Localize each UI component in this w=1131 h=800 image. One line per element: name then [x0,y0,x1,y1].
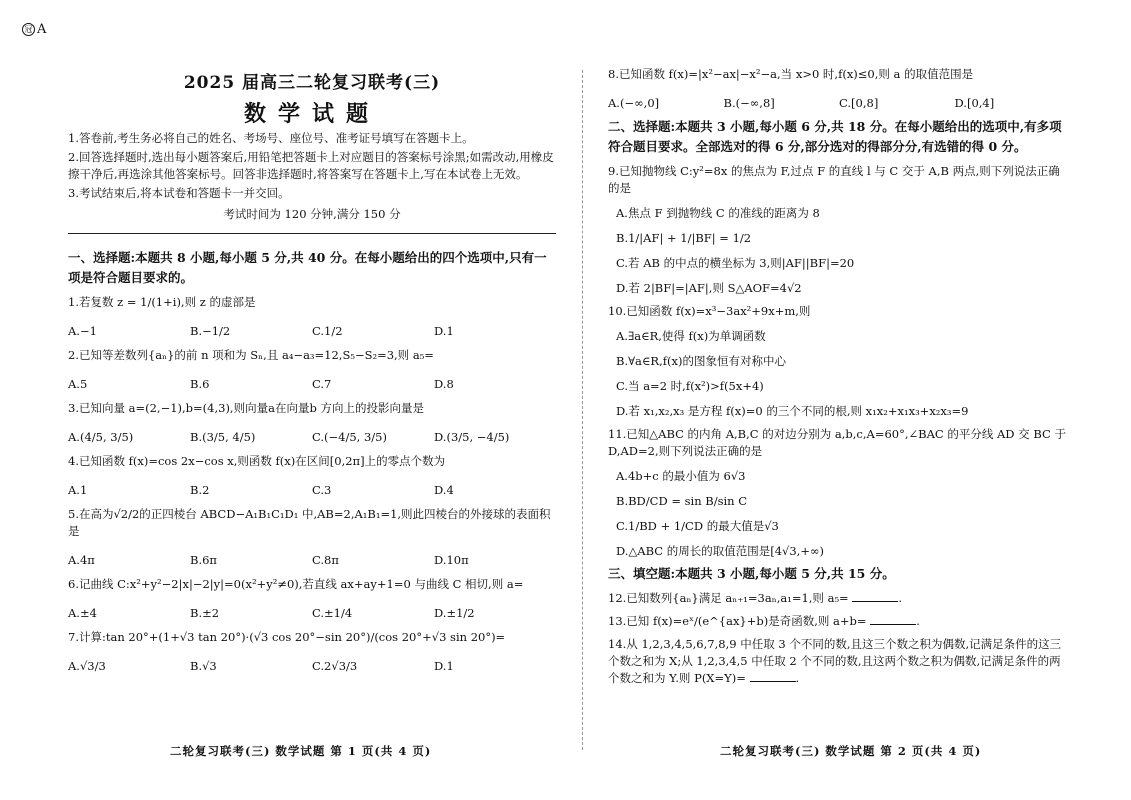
question-12: 12.已知数列{aₙ}满足 aₙ₊₁=3aₙ,a₁=1,则 a₅= . [608,591,903,605]
option: C.7 [312,377,332,391]
question-9-option-b: B.1/|AF| + 1/|BF| = 1/2 [616,231,752,245]
option: D.±1/2 [434,606,475,620]
question-13-stem: 13.已知 f(x)=eˣ/(e^{ax}+b)是奇函数,则 a+b= [608,614,867,628]
option: C.8π [312,553,339,567]
option: C.3 [312,483,332,497]
question-5: 5.在高为√2/2的正四棱台 ABCD−A₁B₁C₁D₁ 中,AB=2,A₁B₁=1,则此四棱台的外接球的表面积是 [68,507,551,538]
exam-time-line: 考试时间为 120 分钟,满分 150 分 [223,207,401,221]
option: B.±2 [190,606,220,620]
page-divider [582,70,583,750]
option: C.[0,8] [839,96,879,110]
option: A.5 [68,377,88,391]
question-7-options [68,656,556,676]
footer-page-2: 二轮复习联考(三) 数学试题 第 2 页(共 4 页) [720,744,982,758]
section-3-heading: 三、填空题:本题共 3 小题,每小题 5 分,共 15 分。 [608,566,895,581]
question-6-options [68,603,556,623]
section-1-heading: 一、选择题:本题共 8 小题,每小题 5 分,共 40 分。在每小题给出的四个选项中,只有一项是符合题目要求的。 [68,250,547,285]
option: B.(3/5, 4/5) [190,430,256,444]
question-10: 10.已知函数 f(x)=x³−3ax²+9x+m,则 [608,304,811,318]
question-11-option-d: D.△ABC 的周长的取值范围是[4√3,+∞) [616,544,825,558]
page-2 [608,66,1070,687]
option: C.2√3/3 [312,659,358,673]
corner-circle-mark: 冠 [22,23,35,36]
section-2-heading: 二、选择题:本题共 3 小题,每小题 6 分,共 18 分。在每小题给出的选项中,有多项符合题目要求。全部选对的得 6 分,部分选对的得部分分,有选错的得 0 分。 [608,119,1062,154]
option: C.1/2 [312,324,343,338]
question-5-options [68,550,556,570]
question-10-option-a: A.∃a∈R,使得 f(x)为单调函数 [616,329,766,343]
option: C.(−4/5, 3/5) [312,430,387,444]
question-8: 8.已知函数 f(x)=|x²−ax|−x²−a,当 x>0 时,f(x)≤0,则 a 的取值范围是 [608,67,974,81]
exam-title: 2025 届高三二轮复习联考(三) [183,73,441,93]
option: D.(3/5, −4/5) [434,430,510,444]
question-14-stem: 14.从 1,2,3,4,5,6,7,8,9 中任取 3 个不同的数,且这三个数之积为偶数,记满足条件的这三个数之和为 X;从 1,2,3,4,5 中任取 2 个不同的数,且这两个数之积为偶数,记满足条件的两个数之和为 Y.则 P(X=Y)= [608,637,1062,685]
option: A.4π [68,553,95,567]
option: D.[0,4] [954,96,995,110]
question-11-option-b: B.BD/CD = sin B/sin C [616,494,748,508]
answer-blank [870,613,916,625]
question-1: 1.若复数 z = 1/(1+i),则 z 的虚部是 [68,295,256,309]
question-9: 9.已知抛物线 C:y²=8x 的焦点为 F,过点 F 的直线 l 与 C 交于 A,B 两点,则下列说法正确的是 [608,164,1060,195]
option: A.1 [68,483,88,497]
footer-page-1: 二轮复习联考(三) 数学试题 第 1 页(共 4 页) [170,744,432,758]
option: B.(−∞,8] [723,96,775,110]
question-10-option-b: B.∀a∈R,f(x)的图象恒有对称中心 [616,354,786,368]
question-4-options [68,480,556,500]
question-9-option-c: C.若 AB 的中点的横坐标为 3,则|AF||BF|=20 [616,256,855,270]
note-1: 1.答卷前,考生务必将自己的姓名、考场号、座位号、准考证号填写在答题卡上。 [68,131,474,145]
page-1 [68,60,556,676]
option: D.4 [434,483,454,497]
question-7: 7.计算:tan 20°+(1+√3 tan 20°)·(√3 cos 20°−sin 20°)/(cos 20°+√3 sin 20°)= [68,630,506,644]
option: A.(−∞,0] [608,96,660,110]
question-1-options [68,321,556,341]
option: D.10π [434,553,469,567]
header-rule [68,233,556,234]
question-2-options [68,374,556,394]
question-11-option-a: A.4b+c 的最小值为 6√3 [616,469,746,483]
question-11-option-c: C.1/BD + 1/CD 的最大值是√3 [616,519,779,533]
option: C.±1/4 [312,606,353,620]
question-11: 11.已知△ABC 的内角 A,B,C 的对边分别为 a,b,c,A=60°,∠BAC 的平分线 AD 交 BC 于 D,AD=2,则下列说法正确的是 [608,427,1066,458]
question-14: 14.从 1,2,3,4,5,6,7,8,9 中任取 3 个不同的数,且这三个数之积为偶数,记满足条件的这三个数之和为 X;从 1,2,3,4,5 中任取 2 个不同的数,且这两个数之积为偶数,记满足条件的两个数之和为 Y.则 P(X=Y)= . [608,637,1062,685]
option: B.√3 [190,659,217,673]
note-2: 2.回答选择题时,选出每小题答案后,用铅笔把答题卡上对应题目的答案标号涂黑;如需改动,用橡皮擦干净后,再选涂其他答案标号。回答非选择题时,将答案写在答题卡上,写在本试卷上无效。 [68,150,554,181]
corner-mark [22,22,46,37]
question-3-options [68,427,556,447]
corner-letter: A [37,22,47,37]
option: A.−1 [68,324,97,338]
exam-subtitle: 数学试题 [243,101,380,127]
question-9-option-a: A.焦点 F 到抛物线 C 的准线的距离为 8 [616,206,820,220]
question-10-option-d: D.若 x₁,x₂,x₃ 是方程 f(x)=0 的三个不同的根,则 x₁x₂+x₁x₃+x₂x₃=9 [616,404,969,418]
option: B.2 [190,483,210,497]
option: A.±4 [68,606,97,620]
question-4: 4.已知函数 f(x)=cos 2x−cos x,则函数 f(x)在区间[0,2π]上的零点个数为 [68,454,446,468]
option: D.8 [434,377,454,391]
question-2: 2.已知等差数列{aₙ}的前 n 项和为 Sₙ,且 a₄−a₃=12,S₅−S₂=3,则 a₅= [68,348,434,362]
question-8-options [608,93,1070,113]
question-9-option-d: D.若 2|BF|=|AF|,则 S△AOF=4√2 [616,281,802,295]
option: D.1 [434,324,454,338]
option: A.(4/5, 3/5) [68,430,134,444]
answer-blank [852,590,898,602]
note-3: 3.考试结束后,将本试卷和答题卡一并交回。 [68,186,290,200]
option: B.6 [190,377,210,391]
question-12-stem: 12.已知数列{aₙ}满足 aₙ₊₁=3aₙ,a₁=1,则 a₅= [608,591,849,605]
option: B.−1/2 [190,324,231,338]
option: D.1 [434,659,454,673]
question-10-option-c: C.当 a=2 时,f(x²)>f(5x+4) [616,379,764,393]
question-13: 13.已知 f(x)=eˣ/(e^{ax}+b)是奇函数,则 a+b= . [608,614,920,628]
option: B.6π [190,553,217,567]
option: A.√3/3 [68,659,106,673]
answer-blank [750,670,796,682]
question-3: 3.已知向量 a=(2,−1),b=(4,3),则向量a在向量b 方向上的投影向量是 [68,401,424,415]
question-6: 6.记曲线 C:x²+y²−2|x|−2|y|=0(x²+y²≠0),若直线 ax+ay+1=0 与曲线 C 相切,则 a= [68,577,524,591]
